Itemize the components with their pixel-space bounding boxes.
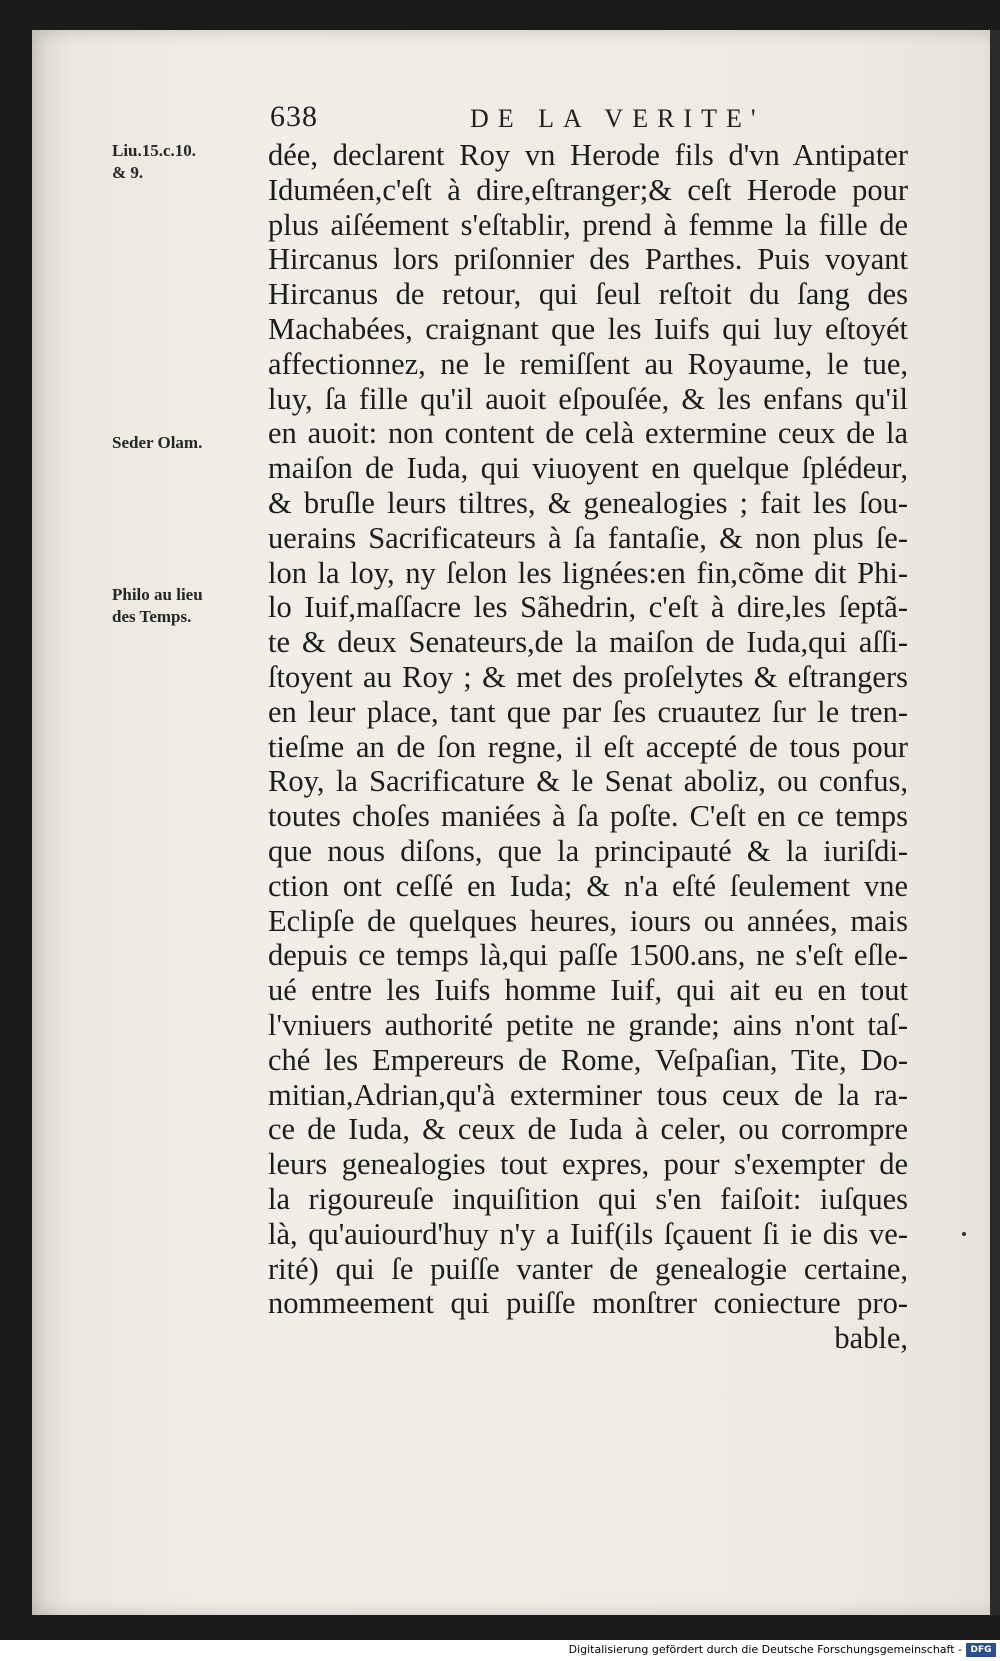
text-line: affectionnez, ne le remiſſent au Royaume, le tue, — [268, 346, 908, 381]
text-line: que nous diſons, que la principauté & la iuriſdi- — [268, 833, 908, 868]
footer-bar — [0, 1640, 1000, 1661]
margin-note-line: Liu.15.c.10. — [112, 141, 197, 160]
text-line: leurs genealogies tout expres, pour s'exempter de — [268, 1147, 908, 1182]
dfg-logo: DFG — [966, 1643, 996, 1657]
text-line: en auoit: non content de celà extermine ceux de la — [268, 416, 908, 451]
text-line: nommeement qui puiſſe monſtrer coniecture pro- — [268, 1286, 908, 1321]
text-line: Machabées, craignant que les Iuifs qui luy eſtoyét — [268, 311, 908, 346]
margin-note-philo — [112, 584, 262, 628]
text-line: depuis ce temps là,qui paſſe 1500.ans, ne s'eſt eſle- — [268, 938, 908, 973]
text-line: mitian,Adrian,qu'à exterminer tous ceux de la ra- — [268, 1077, 908, 1112]
text-line: te & deux Senateurs,de la maiſon de Iuda,qui aſſi- — [268, 625, 908, 660]
text-line: uerains Sacrificateurs à ſa fantaſie, & non plus ſe- — [268, 520, 908, 555]
text-line: plus aiſéement s'eſtablir, prend à femme la fille de — [268, 207, 908, 242]
text-line: rité) qui ſe puiſſe vanter de genealogie certaine, — [268, 1251, 908, 1286]
digitization-credit: Digitalisierung gefördert durch die Deutsche Forschungsgemeinschaft - — [568, 1643, 962, 1656]
text-line: Hircanus lors priſonnier des Parthes. Puis voyant — [268, 242, 908, 277]
text-line: dée, declarent Roy vn Herode fils d'vn Antipater — [268, 138, 908, 172]
text-line: & bruſle leurs tiltres, & genealogies ; fait les ſou- — [268, 485, 908, 520]
text-line: maiſon de Iuda, qui viuoyent en quelque ſplédeur, — [268, 451, 908, 486]
text-line: lon la loy, ny ſelon les lignées:en fin,cõme dit Phi- — [268, 555, 908, 590]
text-line: là, qu'auiourd'huy n'y a Iuif(ils ſçauent ſi ie dis ve- — [268, 1216, 908, 1251]
page-number: 638 — [270, 100, 318, 133]
text-line: ſtoyent au Roy ; & met des proſelytes & eſtrangers — [268, 659, 908, 694]
page-edge-shadow — [990, 30, 1000, 1615]
margin-note-seder-olam — [112, 432, 262, 454]
margin-note-line: & 9. — [112, 163, 144, 182]
text-line: la rigoureuſe inquiſition qui s'en faiſoit: iuſques — [268, 1181, 908, 1216]
text-line: ction ont ceſſé en Iuda; & n'a eſté ſeulement vne — [268, 868, 908, 903]
running-head — [270, 100, 770, 140]
text-line: ce de Iuda, & ceux de Iuda à celer, ou corrompre — [268, 1112, 908, 1147]
margin-note-line: Philo au lieu — [112, 585, 203, 604]
text-line: tieſme an de ſon regne, il eſt accepté de tous pour — [268, 729, 908, 764]
text-line: ué entre les Iuifs homme Iuif, qui ait eu en tout — [268, 973, 908, 1008]
running-title: DE LA VERITE' — [470, 104, 765, 133]
text-line: luy, ſa fille qu'il auoit eſpouſée, & les enfans qu'il — [268, 381, 908, 416]
margin-note-line: Seder Olam. — [112, 433, 203, 452]
text-line: Hircanus de retour, qui ſeul reſtoit du ſang des — [268, 277, 908, 312]
text-line: Iduméen,c'eſt à dire,eſtranger;& ceſt Herode pour — [268, 172, 908, 207]
text-line: toutes choſes maniées à ſa poſte. C'eſt en ce temps — [268, 799, 908, 834]
text-line: ché les Empereurs de Rome, Veſpaſian, Tite, Do- — [268, 1042, 908, 1077]
text-line: Roy, la Sacrificature & le Senat aboliz, ou confus, — [268, 764, 908, 799]
catchword-line: bable, — [834, 1321, 908, 1356]
text-line: l'vniuers authorité petite ne grande; ains n'ont taſ- — [268, 1007, 908, 1042]
text-line: en leur place, tant que par ſes cruautez ſur le tren- — [268, 694, 908, 729]
text-line: lo Iuif,maſſacre les Sãhedrin, c'eſt à dire,les ſeptã- — [268, 590, 908, 625]
margin-note-livre — [112, 140, 262, 184]
text-line: Eclipſe de quelques heures, iours ou années, mais — [268, 903, 908, 938]
margin-note-line: des Temps. — [112, 607, 192, 626]
ink-speck — [962, 1232, 966, 1236]
body-text — [268, 138, 908, 1356]
